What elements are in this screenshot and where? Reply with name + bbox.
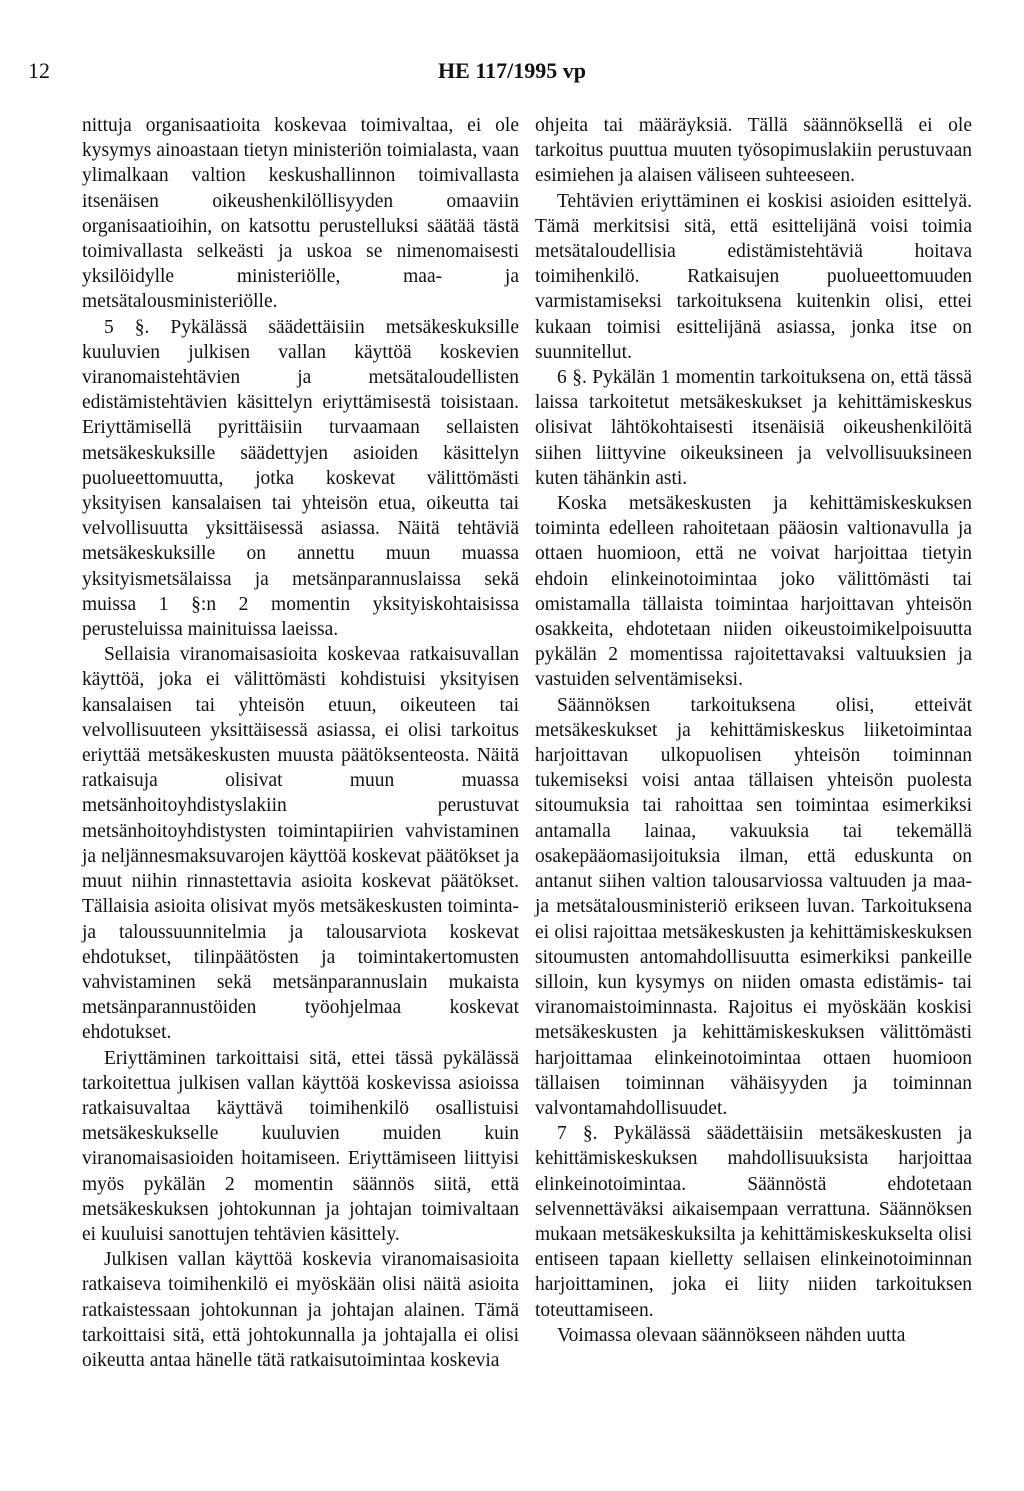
paragraph: Julkisen vallan käyttöä koskevia viranomaisasioita ratkaiseva toimihenkilö ei myöskään olisi näitä asioita ratkaistessaan johtokunnan ja johtajan alainen. Tämä tarkoittaisi sitä, että johtokunnalla ja johtajalla ei olisi oikeutta antaa hänelle tätä ratkaisutoimintaa koskevia bbox=[82, 1249, 519, 1371]
paragraph: Säännöksen tarkoituksena olisi, etteivät metsäkeskukset ja kehittämiskeskus liiketoimintaa harjoittavan ulkopuolisen yhteisön toiminnan tukemiseksi voisi antaa tällaisen yhteisön puolesta sitoumuksia tai rahoittaa sen toimintaa esimerkiksi antamalla lainaa, vakuuksia tai tekemällä osakepääomasijoituksia ilman, että eduskunta on antanut siihen valtion talousarviossa valtuuden ja maa- ja metsätalousministeriö erikseen luvan. Tarkoituksena ei olisi rajoittaa metsäkeskusten ja kehittämiskeskuksen sitoumusten antomahdollisuutta esimerkiksi pankeille silloin, kun kysymys on niiden omasta edistämis- tai viranomaistoiminnasta. Rajoitus ei myöskään koskisi metsäkeskusten ja kehittämiskeskuksen välittömästi harjoittamaa elinkeinotoimintaa ottaen huomioon tällaisen toiminnan vähäisyyden ja toiminnan valvontamahdollisuudet. bbox=[535, 694, 972, 1119]
paragraph: Tehtävien eriyttäminen ei koskisi asioiden esittelyä. Tämä merkitsisi sitä, että esittelijänä voisi toimia metsätaloudellisia edistämistehtäviä hoitava toimihenkilö. Ratkaisujen puolueettomuuden varmistamiseksi tarkoituksena kuitenkin olisi, ettei kukaan toimisi esittelijänä asiassa, jonka itse on suunnitellut. bbox=[535, 190, 972, 363]
paragraph: Sellaisia viranomaisasioita koskevaa ratkaisuvallan käyttöä, joka ei välittömästi kohdistuisi yksityisen kansalaisen tai yhteisön etuun, oikeuteen tai velvollisuuteen yksittäisessä asiassa, ei olisi tarkoitus eriyttää metsäkeskusten muusta päätöksenteosta. Näitä ratkaisuja olisivat muun muassa metsänhoitoyhdistyslakiin perustuvat metsänhoitoyhdistysten toimintapiirien vahvistaminen ja neljännesmaksuvarojen käyttöä koskevat päätökset ja muut niihin rinnastettavia asioita koskevat päätökset. Tällaisia asioita olisivat myös metsäkeskusten toiminta- ja taloussuunnitelmia ja talousarviota koskevat ehdotukset, tilinpäätösten ja toimintakertomusten vahvistaminen sekä metsänparannuslain mukaista metsänparannustöiden työohjelmaa koskevat ehdotukset. bbox=[82, 644, 519, 1044]
paragraph: 6 §. Pykälän 1 momentin tarkoituksena on, että tässä laissa tarkoitetut metsäkeskukset ja kehittämiskeskus olisivat lähtökohtaisesti itsenäisiä oikeushenkilöitä siihen liittyvine oikeuksineen ja velvollisuuksineen kuten tähänkin asti. bbox=[535, 367, 972, 489]
paragraph: 7 §. Pykälässä säädettäisiin metsäkeskusten ja kehittämiskeskuksen mahdollisuuksista harjoittaa elinkeinotoimintaa. Säännöstä ehdotetaan selvennettäväksi aikaisempaan verrattuna. Säännöksen mukaan metsäkeskuksilta ja kehittämiskeskukselta olisi entiseen tapaan kielletty sellaisen elinkeinotoiminnan harjoittaminen, joka ei liity niiden tarkoituksen toteuttamiseen. bbox=[535, 1123, 972, 1321]
paragraph: ohjeita tai määräyksiä. Tällä säännöksellä ei ole tarkoitus puuttua muuten työsopimuslakiin perustuvaan esimiehen ja alaisen väliseen suhteeseen. bbox=[535, 115, 972, 187]
left-column bbox=[82, 113, 519, 1373]
paragraph: Eriyttäminen tarkoittaisi sitä, ettei tässä pykälässä tarkoitettua julkisen vallan käyttöä koskevissa asioissa ratkaisuvaltaa käyttävä toimihenkilö osallistuisi metsäkeskukselle kuuluvien muiden kuin viranomaisasioiden hoitamiseen. Eriyttämiseen liittyisi myös pykälän 2 momentin säännös siitä, että metsäkeskuksen johtokunnan ja johtajan toimivaltaan ei kuuluisi sanottujen tehtävien käsittely. bbox=[82, 1047, 519, 1245]
document-id: HE 117/1995 vp bbox=[438, 58, 586, 83]
right-column bbox=[535, 113, 972, 1348]
paragraph: nittuja organisaatioita koskevaa toimivaltaa, ei ole kysymys ainoastaan tietyn ministeriön toimialasta, vaan ylimalkaan valtion keskushallinnon toimivallasta itsenäisen oikeushenkilöllisyyden omaaviin organisaatioihin, on katsottu perustelluksi säätää tästä toimivallasta selkeästi ja uskoa se nimenomaisesti yksilöidylle ministeriölle, maa- ja metsätalousministeriölle. bbox=[82, 115, 519, 313]
paragraph: Voimassa olevaan säännökseen nähden uutta bbox=[557, 1324, 906, 1346]
paragraph: Koska metsäkeskusten ja kehittämiskeskuksen toiminta edelleen rahoitetaan pääosin valtionavulla ja ottaen huomioon, että ne voivat harjoittaa tietyin ehdoin elinkeinotoimintaa joko välittömästi tai omistamalla tällaista toimintaa harjoittavan yhteisön osakkeita, ehdotetaan niiden oikeustoimikelpoisuutta pykälän 2 momentissa rajoitettavaksi valtuuksien ja vastuiden selventämiseksi. bbox=[535, 493, 972, 691]
page-number: 12 bbox=[28, 58, 50, 83]
paragraph: 5 §. Pykälässä säädettäisiin metsäkeskuksille kuuluvien julkisen vallan käyttöä koskevien viranomaistehtävien ja metsätaloudellisten edistämistehtävien käsittelyn eriyttämisestä toisistaan. Eriyttämisellä pyrittäisiin turvaamaan sellaisten metsäkeskuksille säädettyjen asioiden käsittelyn puolueettomuutta, jotka koskevat välittömästi yksityisen kansalaisen tai yhteisön etua, oikeutta tai velvollisuutta yksittäisessä asiassa. Näitä tehtäviä metsäkeskuksille on annettu muun muassa yksityismetsälaissa ja metsänparannuslaissa sekä muissa 1 §:n 2 momentin yksityiskohtaisissa perusteluissa mainituissa laeissa. bbox=[82, 316, 519, 641]
